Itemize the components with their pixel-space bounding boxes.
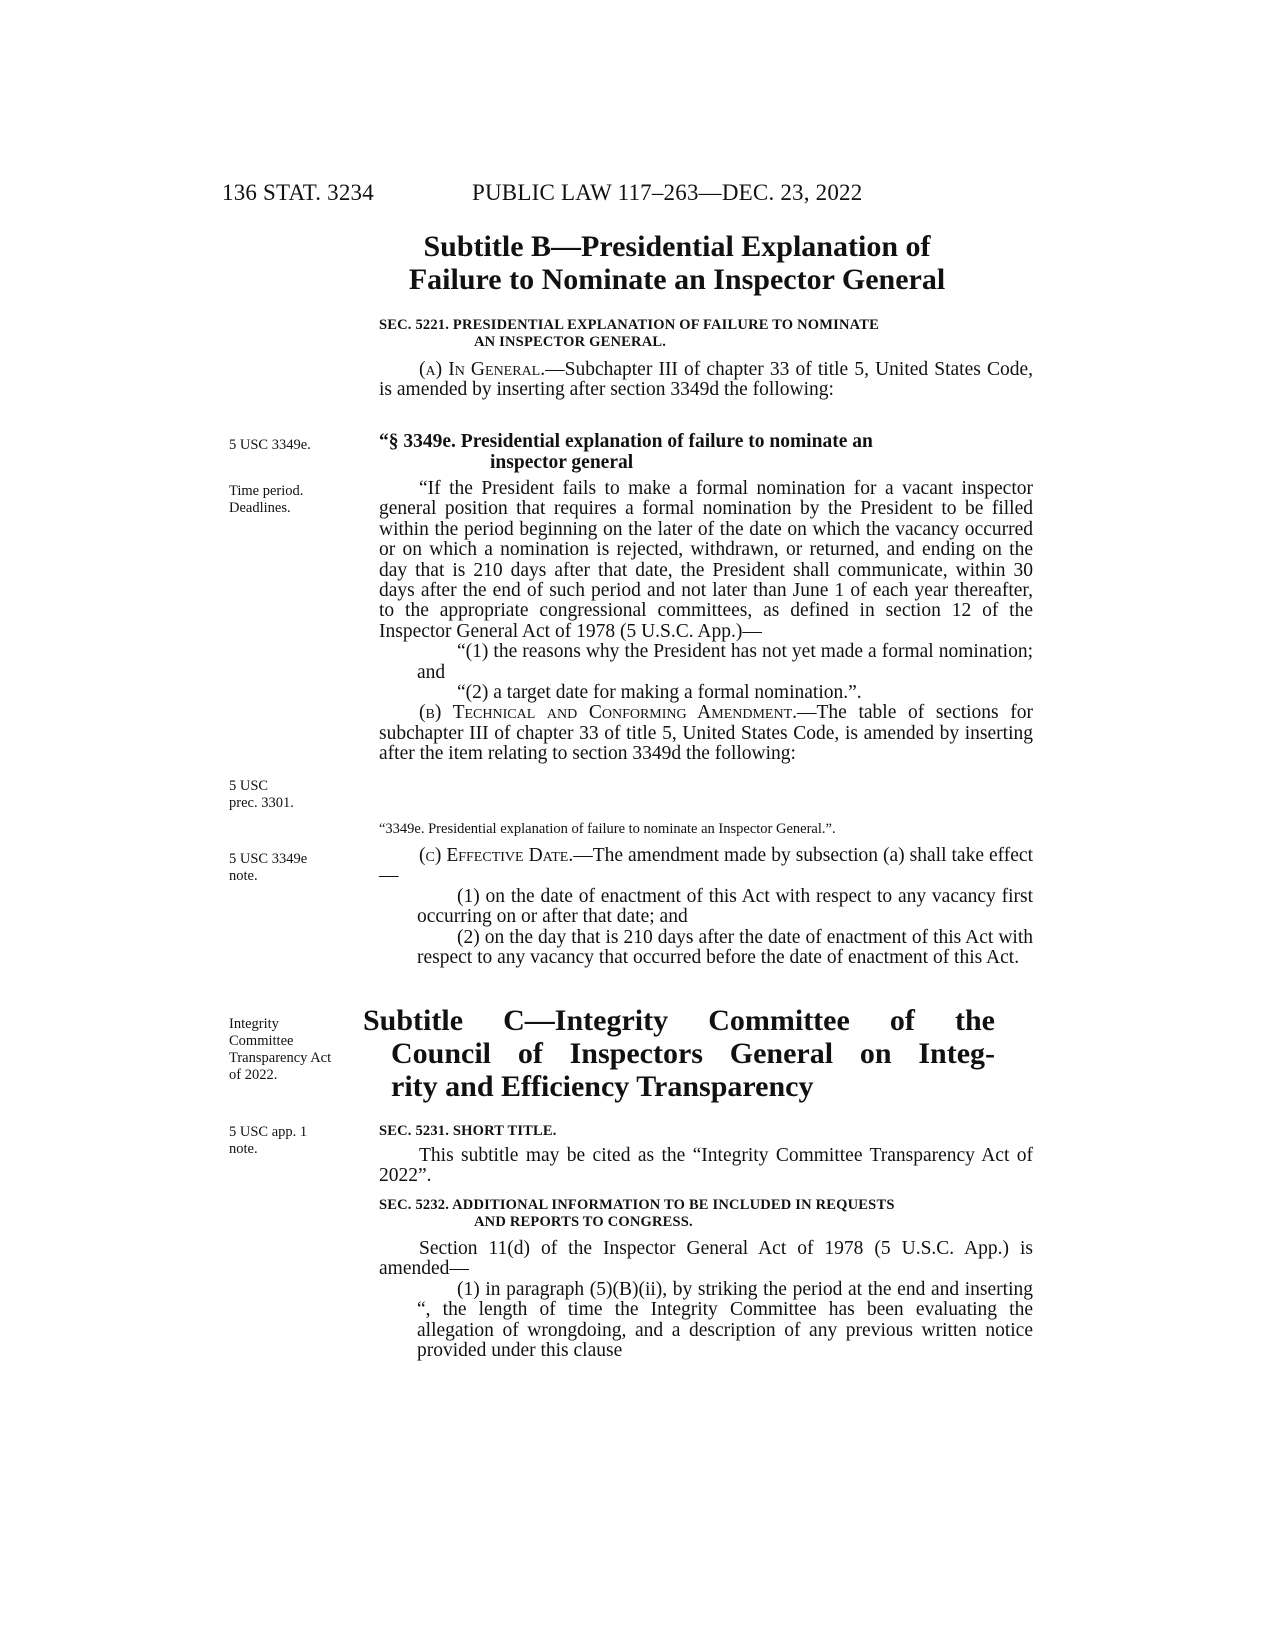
- sec-5221-heading: SEC. 5221. PRESIDENTIAL EXPLANATION OF FAILURE TO NOMINATE AN INSPECTOR GENERAL.: [379, 317, 879, 350]
- sec-5221-subsection-c: (c) Effective Date.—The amendment made by subsection (a) shall take effect— (1) on the date of enactment of this Act with respect to any vacancy first occurring on or after that date; and (2) on the day that is 210 days after the date of enactment of this Act with respect to any vacancy that occurred before the date of enactment of this Act.: [379, 845, 1033, 969]
- section-3349e-body: “If the President fails to make a formal nomination for a vacant inspector general position that requires a formal nomination by the President to be filled within the period beginning on the later of the date on which the vacancy occurred or on which a nomination is rejected, withdrawn, or returned, and ending on the day that is 210 days after that date, the President shall communicate, within 30 days after the end of such period and not later than June 1 of each year thereafter, to the appropriate congressional committees, as defined in section 12 of the Inspector General Act of 1978 (5 U.S.C. App.)— “(1) the reasons why the President has not yet made a formal nomination; and “(2) a target date for making a formal nomination.”. (b) Technical and Conforming Amendment.—The table of sections for subchapter III of chapter 33 of title 5, United States Code, is amended by inserting after the item relating to section 3349d the following:: [379, 478, 1033, 765]
- margin-note-5usc-app-1: 5 USC app. 1 note.: [229, 1124, 308, 1157]
- margin-note-5usc-prec-3301: 5 USC prec. 3301.: [229, 778, 294, 811]
- sec-5221-subsection-a: (a) In General.—Subchapter III of chapter 33 of title 5, United States Code, is amended by inserting after section 3349d the following:: [379, 359, 1033, 401]
- sec-5231-heading: SEC. 5231. SHORT TITLE.: [379, 1123, 557, 1139]
- sec-5231-text: This subtitle may be cited as the “Integrity Committee Transparency Act of 2022”.: [379, 1145, 1033, 1187]
- margin-note-5usc-3349e-note: 5 USC 3349e note.: [229, 851, 308, 884]
- margin-note-time-period: Time period. Deadlines.: [229, 483, 304, 516]
- margin-note-5usc-3349e: 5 USC 3349e.: [229, 437, 311, 453]
- table-of-sections-entry: “3349e. Presidential explanation of failure to nominate an Inspector General.”.: [379, 821, 836, 837]
- law-reference: PUBLIC LAW 117–263—DEC. 23, 2022: [472, 180, 863, 205]
- stat-reference: 136 STAT. 3234: [222, 180, 374, 205]
- section-3349e-heading: “§ 3349e. Presidential explanation of failure to nominate an inspector general: [379, 431, 873, 473]
- margin-note-short-title: Integrity Committee Transparency Act of 2022.: [229, 1016, 332, 1083]
- sec-5232-heading: SEC. 5232. ADDITIONAL INFORMATION TO BE INCLUDED IN REQUESTS AND REPORTS TO CONGRESS.: [379, 1197, 895, 1230]
- subtitle-b-heading: Subtitle B—Presidential Explanation of Failure to Nominate an Inspector General: [408, 230, 946, 296]
- sec-5232-body: Section 11(d) of the Inspector General Act of 1978 (5 U.S.C. App.) is amended— (1) in paragraph (5)(B)(ii), by striking the period at the end and inserting “, the length of time the Integrity Committee has been evaluating the allegation of wrongdoing, and a description of any previous written notice provided under this clause: [379, 1238, 1033, 1362]
- subtitle-c-heading: Subtitle C—Integrity Committee of the Council of Inspectors General on Integ- rity and Efficiency Transparency: [363, 1004, 995, 1103]
